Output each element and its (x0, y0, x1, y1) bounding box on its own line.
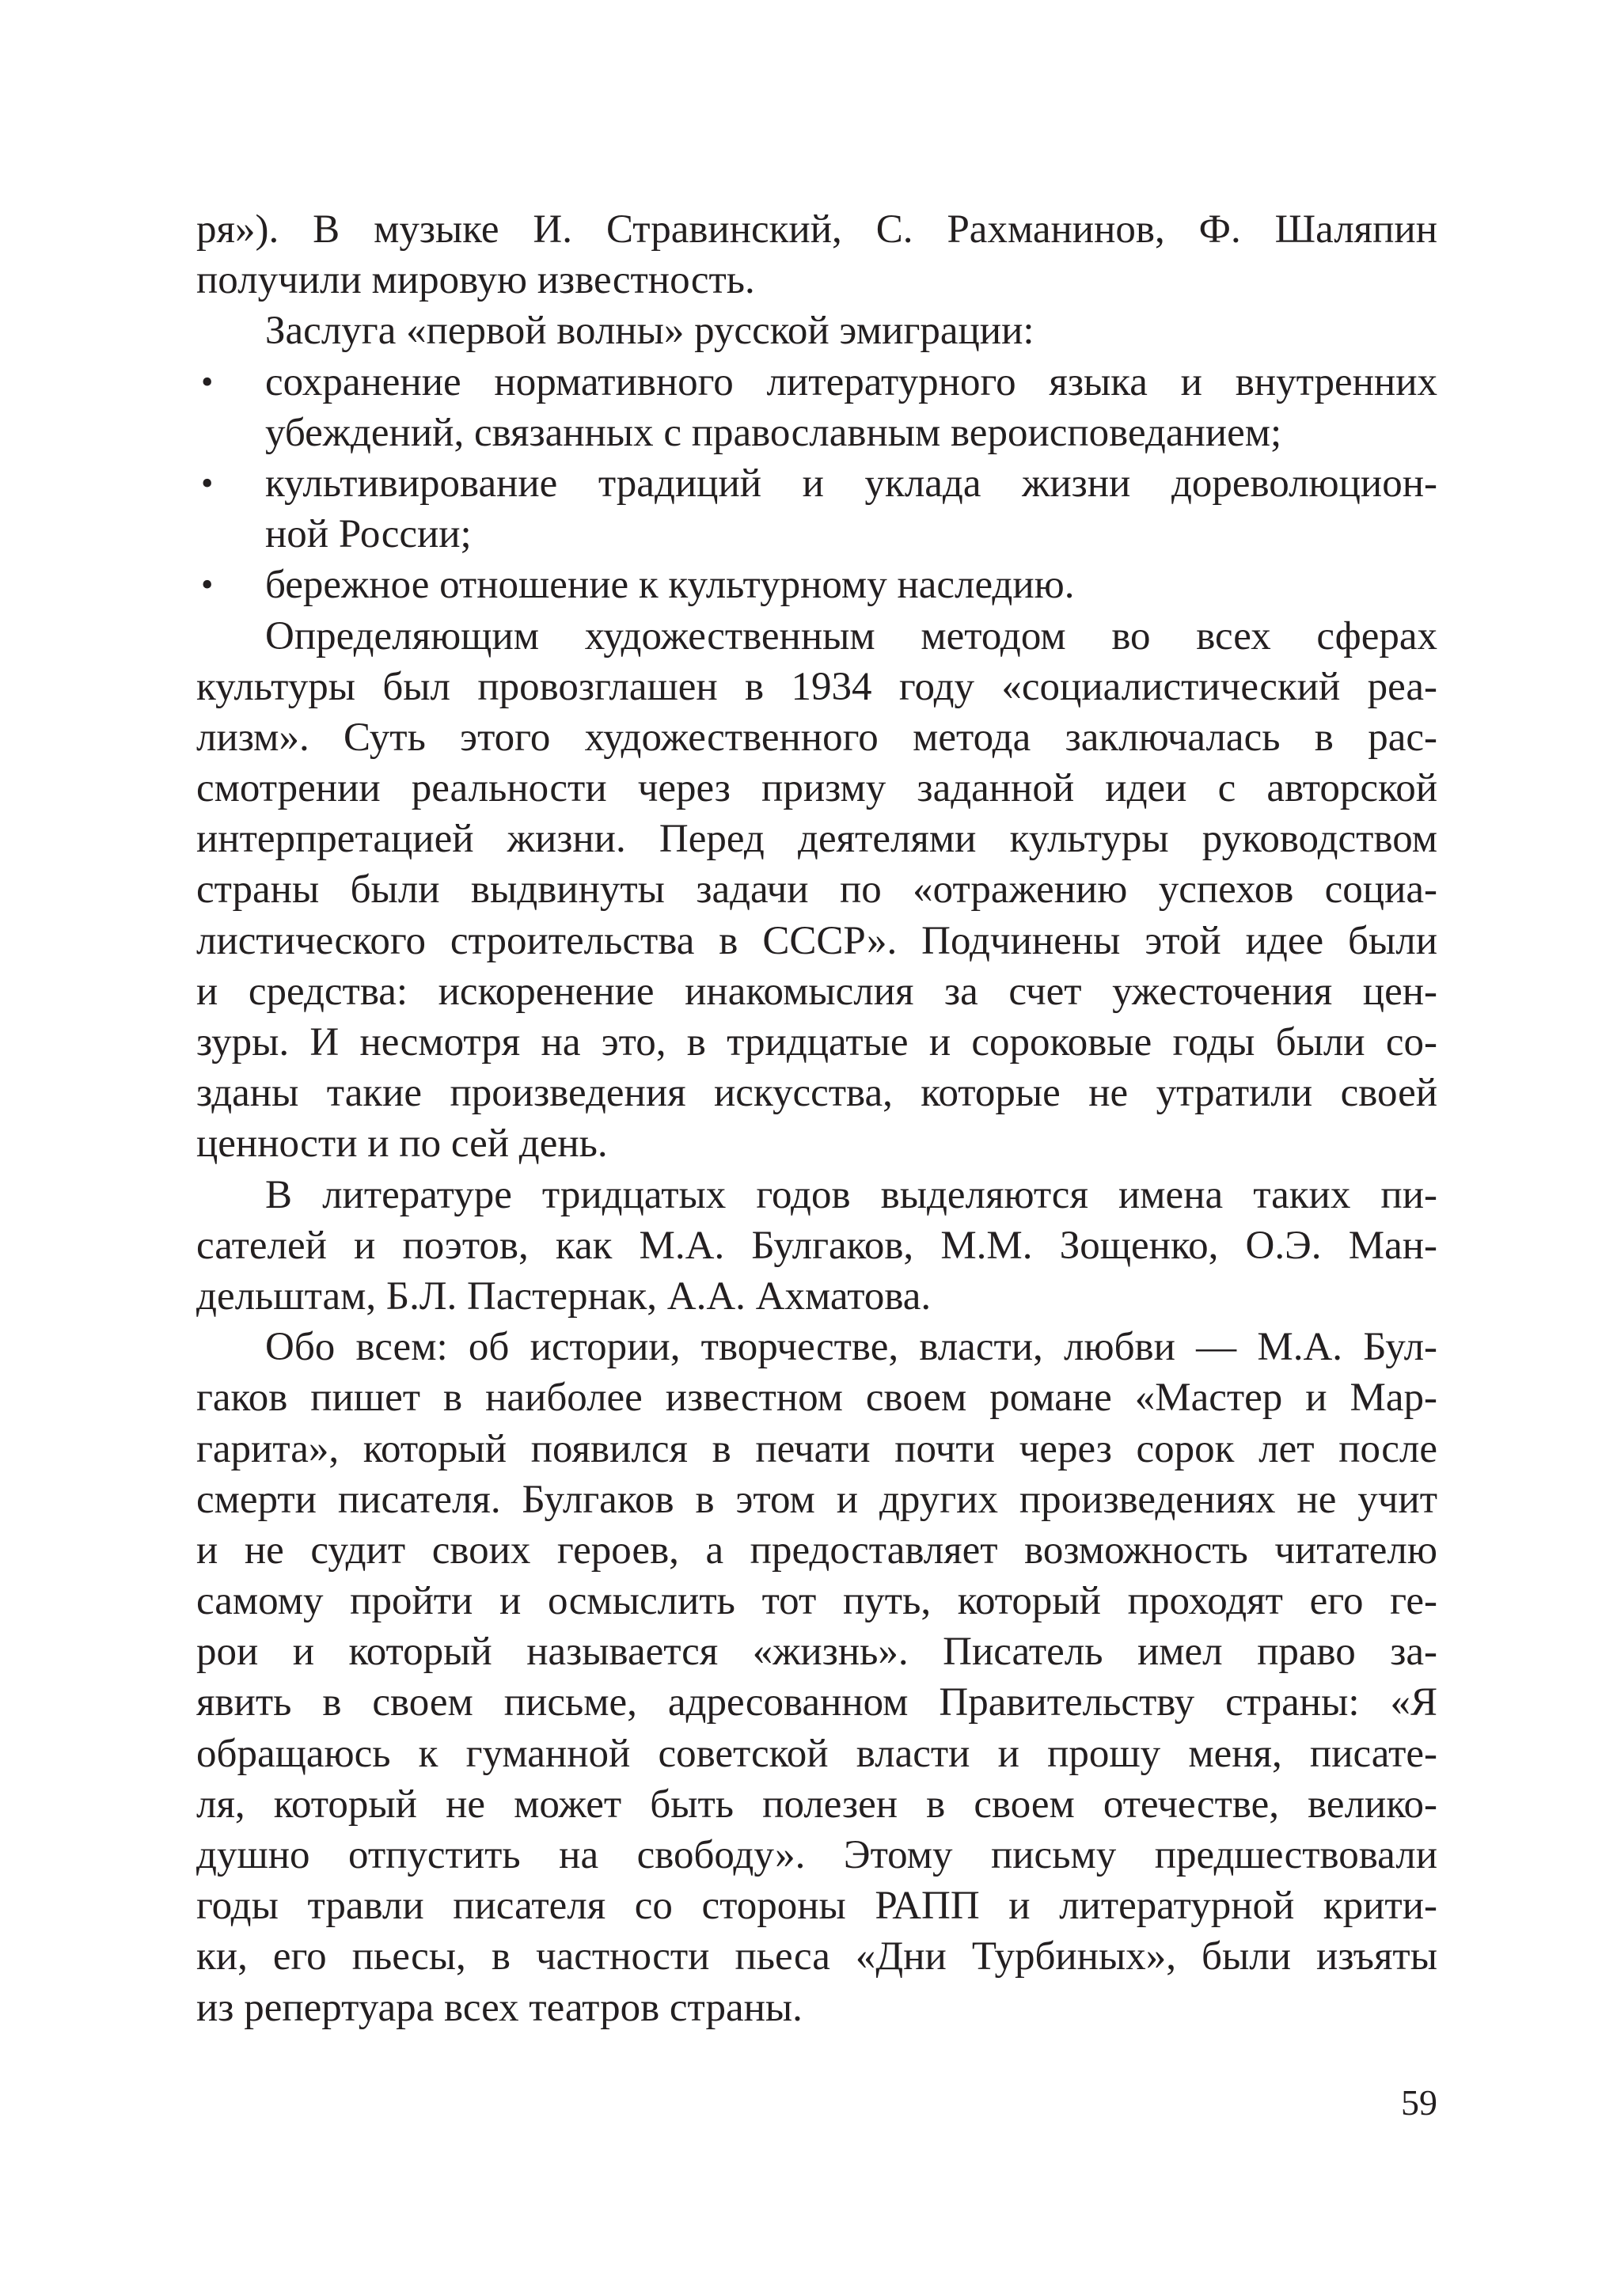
line-text: убеждений, связанных с православным вероисповеданием; (265, 410, 1282, 455)
page-text (196, 204, 1437, 2033)
line-text: гарита», который появился в печати почти через сорок лет после (196, 1426, 1437, 1471)
text-line (196, 1118, 1437, 1169)
line-text: культивирование традиций и уклада жизни дореволюцион- (265, 461, 1437, 506)
text-line (196, 1576, 1437, 1626)
bullet-icon: • (201, 463, 214, 503)
line-text: страны были выдвинуты задачи по «отражению успехов социа- (196, 867, 1437, 913)
text-line (196, 255, 1437, 306)
text-line (196, 1068, 1437, 1118)
line-text: В литературе тридцатых годов выделяются имена таких пи- (265, 1172, 1437, 1217)
bullet-item (196, 458, 1437, 509)
line-text: листического строительства в СССР». Подчинены этой идее были (196, 918, 1437, 963)
page-number: 59 (1401, 2082, 1437, 2123)
line-text: лизм». Суть этого художественного метода заключалась в рас- (196, 715, 1437, 760)
text-line (196, 509, 1437, 560)
text-line (196, 814, 1437, 864)
line-text: и не судит своих героев, а предоставляет возможность читателю (196, 1528, 1437, 1573)
bullet-icon: • (201, 565, 214, 605)
line-text: бережное отношение к культурному наследию. (265, 563, 1075, 608)
text-line (196, 966, 1437, 1017)
line-text: гаков пишет в наиболее известном своем романе «Мастер и Мар- (196, 1376, 1437, 1421)
text-line (196, 1983, 1437, 2033)
line-text: явить в своем письме, адресованном Правительству страны: «Я (196, 1680, 1437, 1725)
text-line (196, 408, 1437, 458)
line-text: зуры. И несмотря на это, в тридцатые и сороковые годы были со- (196, 1020, 1437, 1065)
line-text: из репертуара всех театров страны. (196, 1985, 803, 2030)
line-text: Определяющим художественным методом во всех сферах (265, 613, 1437, 658)
text-line (196, 763, 1437, 814)
text-line (196, 1880, 1437, 1931)
text-line (196, 1779, 1437, 1830)
text-line (196, 1372, 1437, 1423)
bullet-icon: • (201, 362, 214, 401)
line-text: сателей и поэтов, как М.А. Булгаков, М.М. Зощенко, О.Э. Ман- (196, 1223, 1437, 1268)
line-text: ной России; (265, 512, 472, 557)
line-text: смерти писателя. Булгаков в этом и других произведениях не учит (196, 1477, 1437, 1522)
text-line (196, 864, 1437, 915)
line-text: дельштам, Б.Л. Пастернак, А.А. Ахматова. (196, 1273, 932, 1319)
text-line (196, 662, 1437, 712)
text-line (196, 1729, 1437, 1779)
line-text: душно отпустить на свободу». Этому письму предшествовали (196, 1833, 1437, 1877)
text-line (196, 916, 1437, 966)
line-text: ля, который не может быть полезен в своем отечестве, велико- (196, 1782, 1437, 1827)
line-text: и средства: искоренение инакомыслия за счет ужесточения цен- (196, 969, 1437, 1014)
bullet-item (196, 357, 1437, 408)
paragraph-first-line (196, 1322, 1437, 1372)
line-text: сохранение нормативного литературного языка и внутренних (265, 359, 1437, 404)
line-text: Обо всем: об истории, творчестве, власти, любви — М.А. Бул- (265, 1325, 1437, 1370)
text-line (196, 1525, 1437, 1576)
bullet-item (196, 560, 1437, 610)
line-text: самому пройти и осмыслить тот путь, который проходят его ге- (196, 1579, 1437, 1624)
line-text: обращаюсь к гуманной советской власти и прошу меня, писате- (196, 1731, 1437, 1776)
line-text: рои и который называется «жизнь». Писатель имел право за- (196, 1630, 1437, 1675)
text-line (196, 1424, 1437, 1474)
line-text: ценности и по сей день. (196, 1121, 608, 1167)
line-text: культуры был провозглашен в 1934 году «социалистический реа- (196, 664, 1437, 709)
line-text: смотрении реальности через призму заданной идеи с авторской (196, 766, 1437, 811)
text-line (196, 712, 1437, 763)
text-line (196, 1474, 1437, 1525)
line-text: интерпретацией жизни. Перед деятелями культуры руководством (196, 817, 1437, 862)
text-line (196, 204, 1437, 255)
line-text: годы травли писателя со стороны РАПП и литературной крити- (196, 1884, 1437, 1929)
text-line (196, 1271, 1437, 1322)
text-line (196, 1677, 1437, 1728)
line-text: получили мировую известность. (196, 258, 755, 303)
text-line (196, 1220, 1437, 1271)
line-text: ки, его пьесы, в частности пьеса «Дни Турбиных», были изъяты (196, 1934, 1437, 1979)
text-line (196, 1017, 1437, 1068)
paragraph-first-line (196, 611, 1437, 662)
text-line (196, 1931, 1437, 1982)
text-line (196, 1626, 1437, 1677)
text-line (196, 306, 1437, 356)
paragraph-first-line (196, 1170, 1437, 1220)
line-text: зданы такие произведения искусства, которые не утратили своей (196, 1071, 1437, 1116)
line-text: ря»). В музыке И. Стравинский, С. Рахманинов, Ф. Шаляпин (196, 207, 1437, 252)
text-line (196, 1830, 1437, 1880)
line-text: Заслуга «первой волны» русской эмиграции: (265, 309, 1034, 354)
